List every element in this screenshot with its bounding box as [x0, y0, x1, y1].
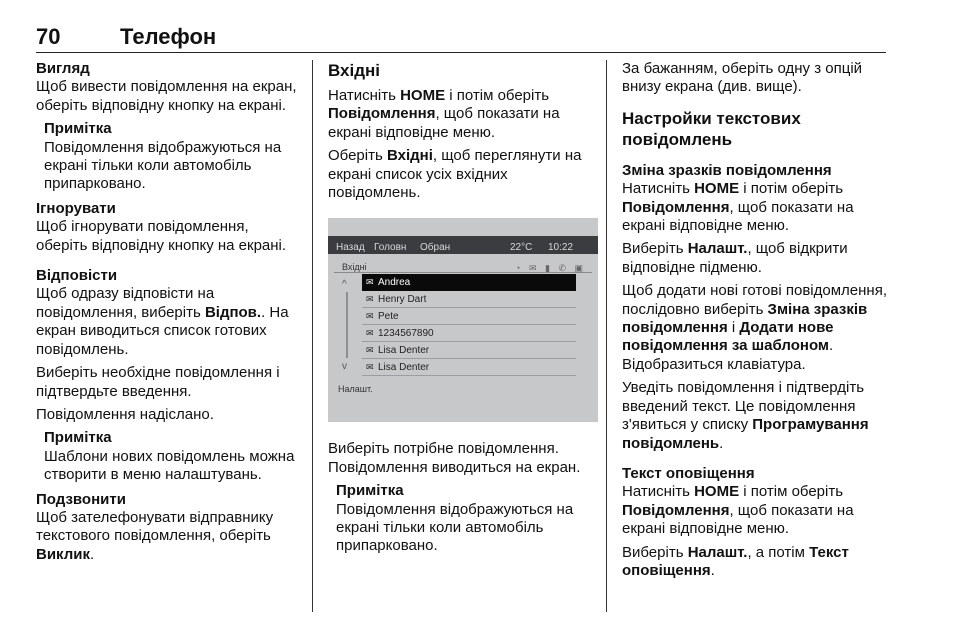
note-text: Повідомлення відображуються на екрані тільки коли автомобіль припарковано. — [336, 500, 574, 555]
heading-reply: Відповісти — [36, 267, 118, 285]
paragraph: Виберіть потрібне повідомлення. Повідомлення виводиться на екран. — [328, 440, 581, 476]
subheading-notification-text: Текст оповіщення — [622, 464, 755, 482]
column-divider — [312, 60, 313, 612]
list-item[interactable]: ✉ Pete — [362, 308, 576, 325]
paragraph: Натисніть HOME і потім оберіть Повідомлення, щоб показати на екрані відповідне меню. — [622, 180, 854, 235]
paragraph: Натисніть HOME і потім оберіть Повідомлення, щоб показати на екрані відповідне меню. — [622, 483, 854, 538]
paragraph: Щоб вивести повідомлення на екран, оберіть відповідну кнопку на екрані. — [36, 78, 297, 114]
envelope-icon: ✉ — [366, 328, 374, 339]
home-button[interactable]: Головн — [374, 242, 407, 254]
paragraph: Щоб додати нові готові повідомлення, послідовно виберіть Зміна зразків повідомлення і Додати нове повідомлення за шаблоном. Відобразиться клавіатура. — [622, 282, 887, 373]
page-header — [36, 18, 886, 53]
heading-view: Вигляд — [36, 60, 90, 77]
screen-top-bar — [328, 236, 598, 254]
back-button[interactable]: Назад — [336, 242, 365, 254]
clock: 10:22 — [548, 242, 574, 254]
temperature: 22°C — [510, 242, 533, 254]
paragraph: Виберіть Налашт., а потім Текст оповіщення. — [622, 543, 849, 579]
settings-button[interactable]: Налашт. — [338, 384, 373, 395]
paragraph: Виберіть Налашт., щоб відкрити відповідне підменю. — [622, 240, 848, 276]
heading-ignore: Ігнорувати — [36, 199, 116, 217]
note-text: Шаблони нових повідомлень можна створити в меню налаштувань. — [44, 447, 295, 484]
list-item[interactable]: ✉ Lisa Denter — [362, 359, 576, 376]
scrollbar[interactable] — [342, 279, 352, 373]
subheading-templates: Зміна зразків повідомлення — [622, 161, 832, 179]
paragraph: Виберіть необхідне повідомлення і підтвердьте введення. — [36, 364, 280, 400]
paragraph: Повідомлення надіслано. — [36, 405, 214, 423]
envelope-icon: ✉ — [366, 294, 374, 305]
scroll-up-icon[interactable]: ^ — [342, 279, 347, 291]
list-item[interactable]: ✉ Henry Dart — [362, 291, 576, 308]
envelope-icon: ✉ — [366, 345, 374, 356]
column-divider — [606, 60, 607, 612]
column-1 — [36, 60, 298, 569]
note-title: Примітка — [336, 482, 404, 500]
favorites-button[interactable]: Обран — [420, 242, 451, 254]
note-title: Примітка — [44, 429, 112, 447]
paragraph: Щоб ігнорувати повідомлення, оберіть відповідну кнопку на екрані. — [36, 218, 287, 254]
page-number: 70 — [36, 24, 61, 49]
paragraph: Натисніть HOME і потім оберіть Повідомлення, щоб показати на екрані відповідне меню. — [328, 87, 560, 141]
note — [36, 429, 298, 484]
screen-title: Вхідні — [342, 262, 367, 273]
paragraph: Оберіть Вхідні, щоб переглянути на екрані список усіх вхідних повідомлень. — [328, 147, 582, 202]
paragraph: Уведіть повідомлення і підтвердіть введений текст. Це повідомлення з'явиться у списку Програмування повідомлень. — [622, 379, 869, 452]
heading-call: Подзвонити — [36, 490, 126, 508]
envelope-icon: ✉ — [366, 277, 374, 288]
heading-text-settings: Настройки текстових повідомлень — [622, 108, 801, 149]
inbox-screenshot — [328, 218, 598, 422]
heading-inbox: Вхідні — [328, 61, 381, 80]
envelope-icon: ✉ — [366, 311, 374, 322]
scroll-down-icon[interactable]: v — [342, 361, 347, 373]
paragraph: Щоб одразу відповісти на повідомлення, виберіть Відпов.. На екран виводиться список готових повідомлень. — [36, 285, 289, 358]
note-title: Примітка — [44, 120, 112, 138]
screen-subheader — [334, 258, 592, 273]
note — [328, 482, 600, 556]
status-icons: ◔ ✉ ▮ ✆ ▣ — [515, 263, 586, 274]
list-item[interactable]: ✉ Lisa Denter — [362, 342, 576, 359]
chapter-title: Телефон — [120, 24, 217, 49]
paragraph: Щоб зателефонувати відправнику текстового повідомлення, оберіть Виклик. — [36, 508, 274, 563]
envelope-icon: ✉ — [366, 362, 374, 373]
column-2 — [328, 60, 600, 562]
list-item[interactable]: ✉ Andrea — [362, 274, 576, 291]
note-text: Повідомлення відображуються на екрані тільки коли автомобіль припарковано. — [44, 138, 282, 193]
paragraph: За бажанням, оберіть одну з опцій внизу екрана (див. вище). — [622, 60, 863, 96]
note — [36, 120, 298, 194]
column-3 — [622, 60, 894, 585]
message-list — [362, 274, 576, 376]
list-item[interactable]: ✉ 1234567890 — [362, 325, 576, 342]
